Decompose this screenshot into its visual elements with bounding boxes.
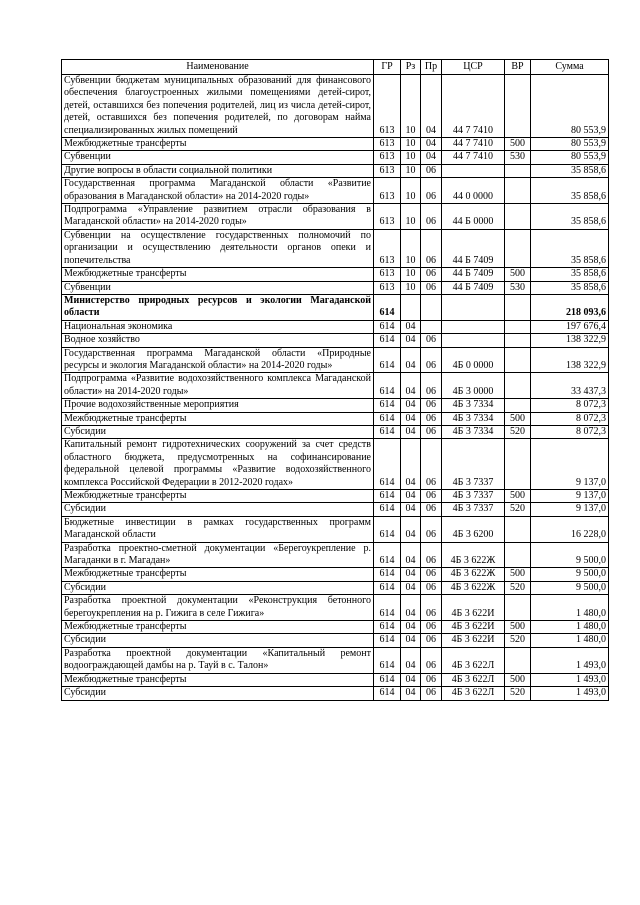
row-pr-cell: 06 (421, 204, 442, 230)
row-name-cell: Межбюджетные трансферты (62, 673, 374, 686)
row-name-cell: Субвенции на осуществление государственных полномочий по организации и осуществлению деятельности органов опеки и попечительства (62, 229, 374, 267)
header-sum: Сумма (531, 60, 609, 75)
row-gr-cell: 614 (374, 581, 401, 594)
row-csr-cell: 4Б 3 622Ж (442, 581, 505, 594)
table-row (62, 439, 609, 490)
row-pr-cell (421, 294, 442, 320)
table-row (62, 399, 609, 412)
row-gr-cell: 614 (374, 399, 401, 412)
row-gr-cell: 614 (374, 412, 401, 425)
table-row (62, 294, 609, 320)
row-vr-cell (505, 516, 531, 542)
row-csr-cell: 4Б 3 622Л (442, 687, 505, 700)
row-name-cell: Субсидии (62, 687, 374, 700)
row-rz-cell: 04 (401, 621, 421, 634)
row-name-cell: Прочие водохозяйственные мероприятия (62, 399, 374, 412)
row-csr-cell (442, 164, 505, 177)
row-gr-cell: 614 (374, 320, 401, 333)
row-sum-cell: 1 493,0 (531, 687, 609, 700)
row-vr-cell (505, 178, 531, 204)
row-csr-cell: 4Б 3 7337 (442, 439, 505, 490)
table-row (62, 412, 609, 425)
row-gr-cell: 613 (374, 75, 401, 138)
row-sum-cell: 9 500,0 (531, 568, 609, 581)
row-sum-cell: 1 480,0 (531, 634, 609, 647)
row-pr-cell: 06 (421, 334, 442, 347)
row-name-cell: Разработка проектно-сметной документации «Берегоукрепление р. Магаданки в г. Магадан» (62, 542, 374, 568)
table-row (62, 687, 609, 700)
row-csr-cell: 44 7 7410 (442, 75, 505, 138)
table-row (62, 595, 609, 621)
row-csr-cell (442, 334, 505, 347)
row-gr-cell: 613 (374, 151, 401, 164)
row-gr-cell: 614 (374, 373, 401, 399)
row-pr-cell: 06 (421, 412, 442, 425)
row-rz-cell: 10 (401, 164, 421, 177)
row-name-cell: Субвенции (62, 151, 374, 164)
row-vr-cell (505, 75, 531, 138)
row-pr-cell: 06 (421, 399, 442, 412)
table-row (62, 673, 609, 686)
row-pr-cell: 06 (421, 439, 442, 490)
header-name: Наименование (62, 60, 374, 75)
row-pr-cell: 06 (421, 281, 442, 294)
row-rz-cell: 04 (401, 412, 421, 425)
row-csr-cell: 4Б 3 622Л (442, 647, 505, 673)
row-gr-cell: 614 (374, 425, 401, 438)
table-row (62, 581, 609, 594)
row-gr-cell: 614 (374, 503, 401, 516)
header-rz: Рз (401, 60, 421, 75)
header-csr: ЦСР (442, 60, 505, 75)
row-gr-cell: 613 (374, 268, 401, 281)
row-vr-cell: 520 (505, 425, 531, 438)
row-name-cell: Субвенции бюджетам муниципальных образований для финансового обеспечения благоустроенных жилыми помещениями детей-сирот, детей, оставшихся без попечения родителей, лиц из числа детей-сирот, детей, оставшихся без попечения родителей, по договорам найма специализированных жилых помещений (62, 75, 374, 138)
row-pr-cell: 06 (421, 542, 442, 568)
table-row (62, 229, 609, 267)
table-row (62, 647, 609, 673)
row-rz-cell: 10 (401, 178, 421, 204)
row-csr-cell: 4Б 3 7337 (442, 503, 505, 516)
row-gr-cell: 614 (374, 542, 401, 568)
row-sum-cell: 35 858,6 (531, 204, 609, 230)
row-vr-cell: 520 (505, 634, 531, 647)
row-gr-cell: 614 (374, 687, 401, 700)
table-row (62, 621, 609, 634)
row-name-cell: Подпрограмма «Управление развитием отрасли образования в Магаданской области» на 2014-2020 годы» (62, 204, 374, 230)
table-row (62, 204, 609, 230)
row-sum-cell: 9 500,0 (531, 542, 609, 568)
row-rz-cell: 04 (401, 687, 421, 700)
table-row (62, 151, 609, 164)
row-csr-cell: 4Б 3 622Л (442, 673, 505, 686)
row-sum-cell: 218 093,6 (531, 294, 609, 320)
row-csr-cell: 44 Б 7409 (442, 229, 505, 267)
row-sum-cell: 35 858,6 (531, 164, 609, 177)
row-vr-cell (505, 347, 531, 373)
row-csr-cell: 4Б 3 7337 (442, 490, 505, 503)
row-name-cell: Межбюджетные трансферты (62, 412, 374, 425)
row-gr-cell: 614 (374, 621, 401, 634)
row-rz-cell: 04 (401, 581, 421, 594)
table-row (62, 490, 609, 503)
row-gr-cell: 614 (374, 634, 401, 647)
row-vr-cell: 500 (505, 268, 531, 281)
row-vr-cell: 500 (505, 490, 531, 503)
row-csr-cell: 4Б 3 622Ж (442, 542, 505, 568)
row-gr-cell: 614 (374, 595, 401, 621)
row-name-cell: Межбюджетные трансферты (62, 268, 374, 281)
row-rz-cell: 10 (401, 151, 421, 164)
header-gr: ГР (374, 60, 401, 75)
row-sum-cell: 8 072,3 (531, 425, 609, 438)
row-name-cell: Разработка проектной документации «Капитальный ремонт водоограждающей дамбы на р. Тауй в с. Талон» (62, 647, 374, 673)
row-name-cell: Разработка проектной документации «Реконструкция бетонного берегоукрепления на р. Гижига в селе Гижига» (62, 595, 374, 621)
row-vr-cell (505, 647, 531, 673)
row-vr-cell: 500 (505, 621, 531, 634)
row-rz-cell: 04 (401, 334, 421, 347)
row-rz-cell: 04 (401, 320, 421, 333)
table-row (62, 334, 609, 347)
row-name-cell: Межбюджетные трансферты (62, 621, 374, 634)
row-pr-cell: 06 (421, 687, 442, 700)
row-pr-cell: 06 (421, 373, 442, 399)
budget-table (61, 59, 609, 701)
row-name-cell: Межбюджетные трансферты (62, 490, 374, 503)
row-name-cell: Бюджетные инвестиции в рамках государственных программ Магаданской области (62, 516, 374, 542)
row-vr-cell: 530 (505, 281, 531, 294)
row-csr-cell: 4Б 3 622И (442, 634, 505, 647)
row-csr-cell: 4Б 3 622И (442, 621, 505, 634)
table-row (62, 373, 609, 399)
row-gr-cell: 614 (374, 490, 401, 503)
row-vr-cell (505, 294, 531, 320)
row-rz-cell: 10 (401, 268, 421, 281)
row-vr-cell: 530 (505, 151, 531, 164)
row-sum-cell: 197 676,4 (531, 320, 609, 333)
row-gr-cell: 614 (374, 647, 401, 673)
row-csr-cell: 4Б 3 6200 (442, 516, 505, 542)
row-csr-cell: 44 Б 7409 (442, 281, 505, 294)
row-sum-cell: 9 137,0 (531, 503, 609, 516)
row-vr-cell: 500 (505, 412, 531, 425)
row-pr-cell: 06 (421, 634, 442, 647)
row-gr-cell: 614 (374, 568, 401, 581)
row-vr-cell: 500 (505, 138, 531, 151)
row-rz-cell: 04 (401, 503, 421, 516)
row-gr-cell: 614 (374, 347, 401, 373)
row-name-cell: Другие вопросы в области социальной политики (62, 164, 374, 177)
table-row (62, 320, 609, 333)
row-vr-cell: 500 (505, 568, 531, 581)
row-sum-cell: 1 493,0 (531, 647, 609, 673)
row-name-cell: Субвенции (62, 281, 374, 294)
row-rz-cell: 04 (401, 347, 421, 373)
row-sum-cell: 8 072,3 (531, 399, 609, 412)
row-pr-cell: 04 (421, 138, 442, 151)
row-pr-cell: 06 (421, 621, 442, 634)
row-csr-cell: 44 7 7410 (442, 138, 505, 151)
row-rz-cell: 10 (401, 229, 421, 267)
table-row (62, 425, 609, 438)
row-vr-cell (505, 204, 531, 230)
row-name-cell: Водное хозяйство (62, 334, 374, 347)
row-rz-cell: 04 (401, 542, 421, 568)
row-pr-cell: 04 (421, 75, 442, 138)
row-gr-cell: 614 (374, 516, 401, 542)
table-row (62, 281, 609, 294)
row-name-cell: Государственная программа Магаданской области «Природные ресурсы и экология Магаданской области» на 2014-2020 годы» (62, 347, 374, 373)
row-vr-cell (505, 595, 531, 621)
row-rz-cell: 04 (401, 490, 421, 503)
row-vr-cell (505, 229, 531, 267)
row-rz-cell: 10 (401, 138, 421, 151)
row-sum-cell: 9 137,0 (531, 490, 609, 503)
row-csr-cell: 4Б 3 0000 (442, 373, 505, 399)
row-pr-cell: 06 (421, 581, 442, 594)
row-sum-cell: 33 437,3 (531, 373, 609, 399)
row-name-cell: Государственная программа Магаданской области «Развитие образования в Магаданской области» на 2014-2020 годы» (62, 178, 374, 204)
row-pr-cell: 06 (421, 673, 442, 686)
row-gr-cell: 614 (374, 439, 401, 490)
row-csr-cell: 4Б 3 7334 (442, 425, 505, 438)
row-csr-cell: 44 0 0000 (442, 178, 505, 204)
row-rz-cell: 04 (401, 568, 421, 581)
row-csr-cell (442, 294, 505, 320)
row-sum-cell: 8 072,3 (531, 412, 609, 425)
row-pr-cell: 06 (421, 503, 442, 516)
row-pr-cell: 06 (421, 490, 442, 503)
row-rz-cell: 04 (401, 673, 421, 686)
row-gr-cell: 613 (374, 178, 401, 204)
row-vr-cell (505, 320, 531, 333)
row-vr-cell (505, 439, 531, 490)
row-vr-cell: 520 (505, 687, 531, 700)
row-rz-cell (401, 294, 421, 320)
table-row (62, 568, 609, 581)
row-gr-cell: 614 (374, 334, 401, 347)
row-csr-cell: 4Б 3 7334 (442, 412, 505, 425)
row-pr-cell: 06 (421, 647, 442, 673)
row-pr-cell: 06 (421, 347, 442, 373)
row-sum-cell: 35 858,6 (531, 268, 609, 281)
table-row (62, 268, 609, 281)
row-rz-cell: 04 (401, 595, 421, 621)
row-vr-cell: 520 (505, 581, 531, 594)
row-csr-cell (442, 320, 505, 333)
row-vr-cell (505, 373, 531, 399)
row-csr-cell: 44 Б 0000 (442, 204, 505, 230)
row-name-cell: Межбюджетные трансферты (62, 568, 374, 581)
row-name-cell: Межбюджетные трансферты (62, 138, 374, 151)
row-gr-cell: 613 (374, 281, 401, 294)
header-vr: ВР (505, 60, 531, 75)
row-pr-cell (421, 320, 442, 333)
row-sum-cell: 80 553,9 (531, 75, 609, 138)
row-gr-cell: 614 (374, 673, 401, 686)
table-row (62, 516, 609, 542)
row-rz-cell: 04 (401, 439, 421, 490)
row-gr-cell: 614 (374, 294, 401, 320)
row-name-cell: Национальная экономика (62, 320, 374, 333)
row-rz-cell: 04 (401, 516, 421, 542)
row-pr-cell: 06 (421, 229, 442, 267)
row-pr-cell: 06 (421, 178, 442, 204)
row-sum-cell: 16 228,0 (531, 516, 609, 542)
row-pr-cell: 04 (421, 151, 442, 164)
row-rz-cell: 10 (401, 281, 421, 294)
row-name-cell: Капитальный ремонт гидротехнических сооружений за счет средств областного бюджета, предусмотренных на софинансирование федеральной целевой программы «Развитие водохозяйственного комплекса Российской Федерации в 2012-2020 годах» (62, 439, 374, 490)
row-sum-cell: 9 137,0 (531, 439, 609, 490)
row-sum-cell: 35 858,6 (531, 229, 609, 267)
row-pr-cell: 06 (421, 164, 442, 177)
row-pr-cell: 06 (421, 425, 442, 438)
row-vr-cell (505, 164, 531, 177)
table-row (62, 634, 609, 647)
row-pr-cell: 06 (421, 268, 442, 281)
row-rz-cell: 04 (401, 634, 421, 647)
row-csr-cell: 44 Б 7409 (442, 268, 505, 281)
row-name-cell: Министерство природных ресурсов и экологии Магаданской области (62, 294, 374, 320)
row-vr-cell: 500 (505, 673, 531, 686)
row-gr-cell: 613 (374, 164, 401, 177)
row-sum-cell: 35 858,6 (531, 178, 609, 204)
row-sum-cell: 80 553,9 (531, 151, 609, 164)
row-vr-cell (505, 542, 531, 568)
row-csr-cell: 4Б 3 7334 (442, 399, 505, 412)
table-row (62, 164, 609, 177)
table-row (62, 178, 609, 204)
row-rz-cell: 10 (401, 75, 421, 138)
table-row (62, 138, 609, 151)
row-sum-cell: 1 480,0 (531, 621, 609, 634)
row-gr-cell: 613 (374, 204, 401, 230)
row-rz-cell: 04 (401, 647, 421, 673)
header-pr: Пр (421, 60, 442, 75)
row-sum-cell: 35 858,6 (531, 281, 609, 294)
row-sum-cell: 9 500,0 (531, 581, 609, 594)
row-name-cell: Субсидии (62, 581, 374, 594)
row-sum-cell: 1 493,0 (531, 673, 609, 686)
row-rz-cell: 04 (401, 399, 421, 412)
row-rz-cell: 04 (401, 425, 421, 438)
table-row (62, 347, 609, 373)
row-sum-cell: 1 480,0 (531, 595, 609, 621)
row-pr-cell: 06 (421, 516, 442, 542)
row-gr-cell: 613 (374, 229, 401, 267)
row-pr-cell: 06 (421, 595, 442, 621)
row-name-cell: Субсидии (62, 503, 374, 516)
row-sum-cell: 138 322,9 (531, 347, 609, 373)
table-row (62, 542, 609, 568)
row-pr-cell: 06 (421, 568, 442, 581)
row-sum-cell: 80 553,9 (531, 138, 609, 151)
row-rz-cell: 10 (401, 204, 421, 230)
row-sum-cell: 138 322,9 (531, 334, 609, 347)
table-header-row (62, 60, 609, 75)
table-body (62, 75, 609, 701)
row-vr-cell: 520 (505, 503, 531, 516)
row-gr-cell: 613 (374, 138, 401, 151)
table-row (62, 503, 609, 516)
row-csr-cell: 4Б 3 622Ж (442, 568, 505, 581)
row-vr-cell (505, 334, 531, 347)
row-csr-cell: 44 7 7410 (442, 151, 505, 164)
row-csr-cell: 4Б 3 622И (442, 595, 505, 621)
row-csr-cell: 4Б 0 0000 (442, 347, 505, 373)
row-vr-cell (505, 399, 531, 412)
row-name-cell: Субсидии (62, 634, 374, 647)
row-name-cell: Субсидии (62, 425, 374, 438)
row-name-cell: Подпрограмма «Развитие водохозяйственного комплекса Магаданской области» на 2014-2020 годы» (62, 373, 374, 399)
row-rz-cell: 04 (401, 373, 421, 399)
table-row (62, 75, 609, 138)
